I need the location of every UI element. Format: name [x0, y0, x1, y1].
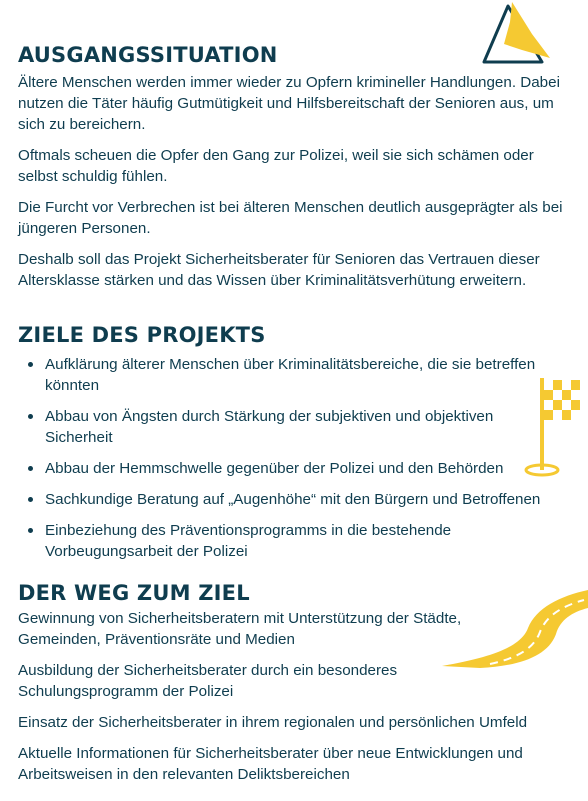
list-item: Einbeziehung des Präventionsprogramms in die bestehende Vorbeugungsarbeit der Polizei [18, 520, 470, 562]
paragraph: Ältere Menschen werden immer wieder zu Opfern krimineller Handlungen. Dabei nutzen die Täter häufig Gutmütigkeit und Hilfsbereitschaft der Senioren aus, um sich zu bereichern. [18, 74, 560, 133]
checkered-flag-icon [520, 374, 582, 478]
paragraph: Die Furcht vor Verbrechen ist bei älteren Menschen deutlich ausgeprägter als bei jüngeren Personen. [18, 199, 563, 237]
list-item: Aufklärung älterer Menschen über Kriminalitätsbereiche, die sie betreffen könnten [18, 354, 560, 396]
goals-list [18, 354, 560, 562]
paragraph: Einsatz der Sicherheitsberater in ihrem regionalen und persönlichen Umfeld [18, 714, 528, 731]
paragraph: Oftmals scheuen die Opfer den Gang zur Polizei, weil sie sich schämen oder selbst schuldig fühlen. [18, 147, 534, 185]
section-ausgangssituation [18, 42, 574, 301]
paragraph: Gewinnung von Sicherheitsberatern mit Unterstützung der Städte, Gemeinden, Präventionsräte und Medien [18, 610, 462, 648]
list-item: Sachkundige Beratung auf „Augenhöhe“ mit den Bürgern und Betroffenen [18, 489, 560, 510]
list-item: Abbau von Ängsten durch Stärkung der subjektiven und objektiven Sicherheit [18, 406, 496, 448]
road-icon [440, 586, 588, 668]
paragraph: Aktuelle Informationen für Sicherheitsberater über neue Entwicklungen und Arbeitsweisen in den relevanten Deliktsbereichen [18, 745, 523, 783]
paragraph: Deshalb soll das Projekt Sicherheitsberater für Senioren das Vertrauen dieser Altersklasse stärken und das Wissen über Kriminalitätsverhütung erweitern. [18, 251, 540, 289]
section-heading: ZIELE DES PROJEKTS [18, 323, 266, 347]
paragraph: Ausbildung der Sicherheitsberater durch ein besonderes Schulungsprogramm der Polizei [18, 662, 398, 700]
list-item: Abbau der Hemmschwelle gegenüber der Polizei und den Behörden [18, 458, 560, 479]
section-heading: AUSGANGSSITUATION [18, 43, 278, 67]
section-ziele [18, 322, 574, 572]
section-heading: DER WEG ZUM ZIEL [18, 581, 250, 605]
